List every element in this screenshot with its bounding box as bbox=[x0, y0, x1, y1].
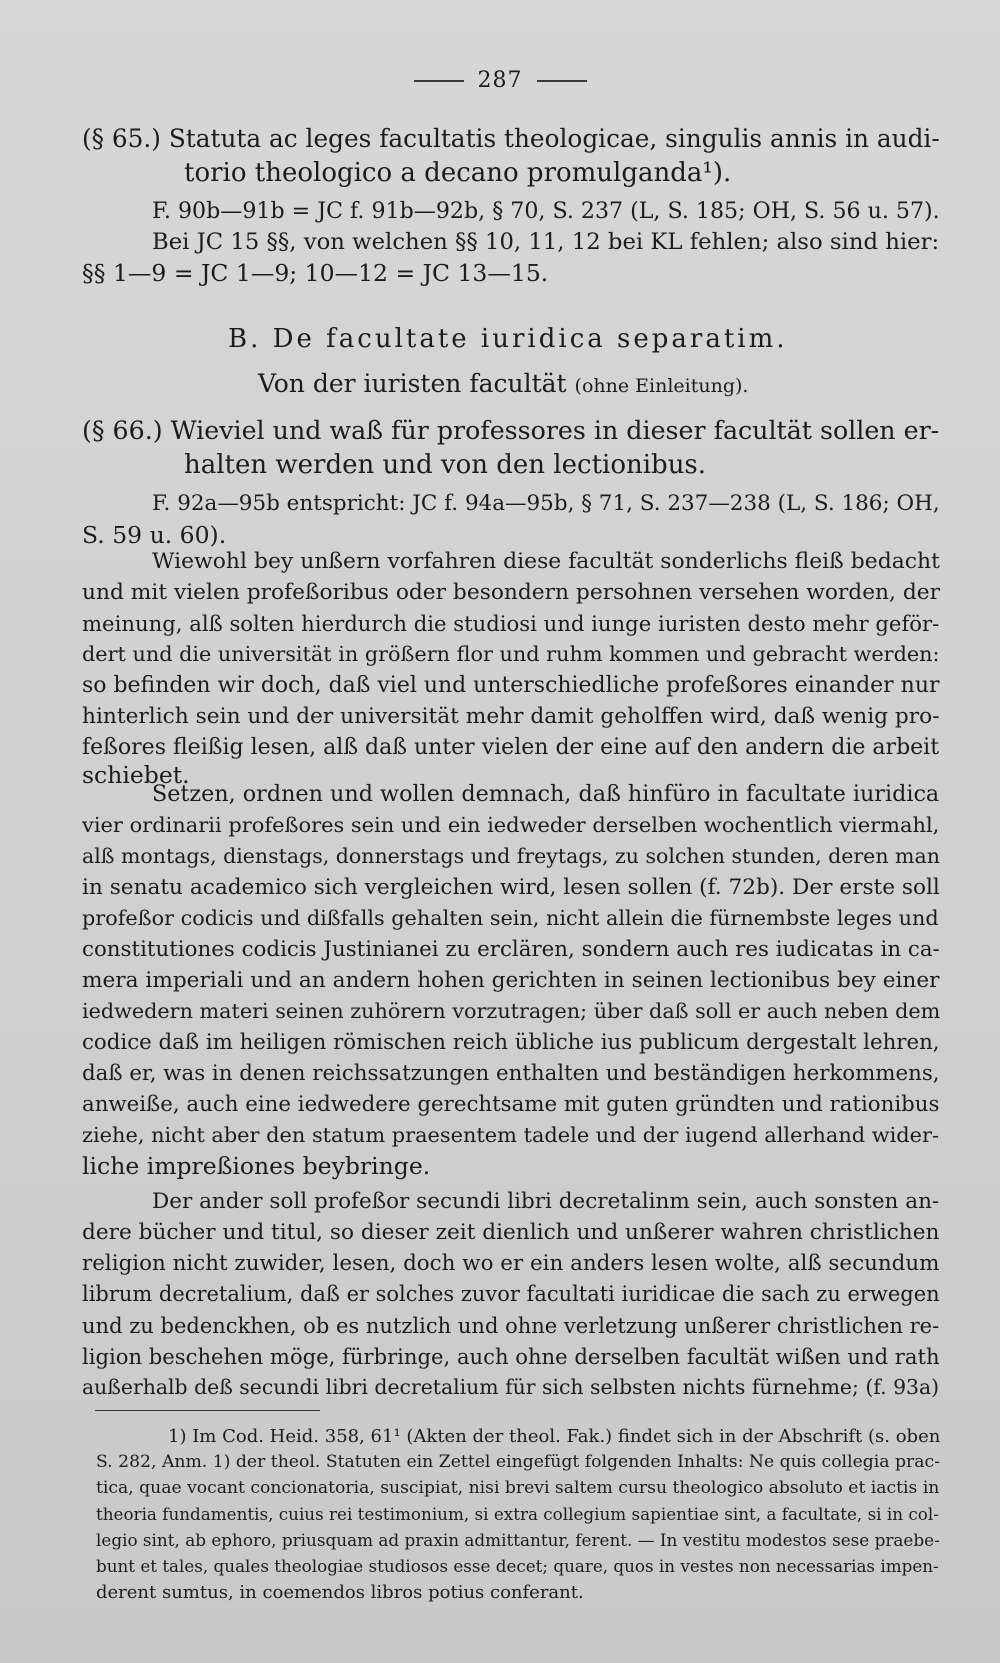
para1-line1: Wiewohl bey unßern vorfahren diese facultät sonderlichs fleiß bedacht bbox=[152, 549, 940, 574]
para3-line3: religion nicht zuwider, lesen, doch wo er ein anders lesen wolte, alß secundum bbox=[82, 1251, 940, 1276]
para2-line8: iedwedern materi seinen zuhörern vorzutragen; über daß soll er auch neben dem bbox=[82, 999, 941, 1023]
para2-line3: alß montags, dienstags, donnerstags und freytags, zu solchen stunden, deren man bbox=[82, 844, 940, 868]
footnote-rule bbox=[95, 1410, 320, 1411]
page-number-dash-right bbox=[537, 80, 587, 82]
footnote-line4: theoria fundamentis, cuius rei testimonium, si extra collegium sapientiae sint, a facultate, si in col- bbox=[96, 1504, 939, 1524]
para3-line4: librum decretalium, daß er solches zuvor facultati iuridicae die sach zu erwegen bbox=[82, 1282, 940, 1306]
para2-line1: Setzen, ordnen und wollen demnach, daß hinfüro in facultate iuridica bbox=[152, 781, 940, 807]
para2-line7: mera imperiali und an andern hohen gerichten in seinen lectionibus bey einer bbox=[82, 968, 940, 993]
heading-65-line2: torio theologico a decano promulganda¹). bbox=[184, 158, 732, 188]
ref-66-line2: S. 59 u. 60). bbox=[82, 521, 227, 549]
subtitle-note: (ohne Einleitung). bbox=[574, 375, 749, 397]
para2-line9: codice daß im heiligen römischen reich übliche ius publicum dergestalt lehren, bbox=[82, 1030, 940, 1055]
para1-line4: dert und die universität in größern flor und ruhm kommen und gebracht werden: bbox=[82, 642, 940, 666]
para1-line6: hinterlich sein und der universität mehr damit geholffen wird, daß wenig pro- bbox=[82, 704, 940, 729]
footnote-line3: tica, quae vocant concionatoria, suscipiat, nisi brevi saltem cursu theologico absoluto et iactis in bbox=[96, 1478, 940, 1498]
page-number bbox=[0, 68, 1000, 93]
para3-line6: ligion beschehen möge, fürbringe, auch ohne derselben facultät wißen und rath bbox=[82, 1344, 940, 1369]
footnote-line7: derent sumtus, in coemendos libros potius conferant. bbox=[96, 1582, 584, 1603]
subtitle bbox=[258, 369, 748, 398]
ref-65-line2: Bei JC 15 §§, von welchen §§ 10, 11, 12 bei KL fehlen; also sind hier: bbox=[152, 229, 940, 255]
footnote-line5: legio sint, ab ephoro, priusquam ad praxin admittantur, ferent. — In vestitu modestos sese praebe- bbox=[96, 1530, 940, 1550]
footnote-line6: bunt et tales, quales theologiae studiosos esse decet; quare, quos in vestes non necessarias impen- bbox=[96, 1556, 939, 1576]
para2-line4: in senatu academico sich vergleichen wird, lesen sollen (f. 72b). Der erste soll bbox=[82, 875, 940, 900]
heading-66-line1: (§ 66.) Wieviel und waß für professores in dieser facultät sollen er- bbox=[82, 416, 940, 445]
para2-line11: anweiße, auch eine iedwedere gerechtsame mit guten gründten und rationibus bbox=[82, 1092, 940, 1117]
para1-line2: und mit vielen profeßoribus oder besondern persohnen versehen worden, der bbox=[82, 580, 940, 605]
footnote-line2: S. 282, Anm. 1) der theol. Statuten ein Zettel eingefügt folgenden Inhalts: Ne quis collegia prac- bbox=[96, 1452, 941, 1472]
heading-66-line2: halten werden und von den lectionibus. bbox=[184, 450, 707, 480]
footnote-line1: 1) Im Cod. Heid. 358, 61¹ (Akten der theol. Fak.) findet sich in der Abschrift (s. oben bbox=[168, 1426, 941, 1447]
para2-line6: constitutiones codicis Justinianei zu erclären, sondern auch res iudicatas in ca- bbox=[82, 937, 940, 962]
heading-65-line1: (§ 65.) Statuta ac leges facultatis theologicae, singulis annis in audi- bbox=[82, 124, 940, 153]
para2-line10: daß er, was in denen reichssatzungen enthalten und beständigen herkommens, bbox=[82, 1061, 940, 1086]
para1-line3: meinung, alß solten hierdurch die studiosi und iunge iuristen desto mehr geför- bbox=[82, 611, 940, 636]
para3-line2: dere bücher und titul, so dieser zeit dienlich und unßerer wahren christlichen bbox=[82, 1220, 940, 1245]
ref-65-line3: §§ 1—9 = JC 1—9; 10—12 = JC 13—15. bbox=[82, 259, 549, 287]
para1-line7: feßores fleißig lesen, alß daß unter vielen der eine auf den andern die arbeit bbox=[82, 735, 940, 760]
para2-line12: ziehe, nicht aber den statum praesentem tadele und der iugend allerhand wider- bbox=[82, 1123, 940, 1147]
ref-65-line1: F. 90b—91b = JC f. 91b—92b, § 70, S. 237 (L, S. 185; OH, S. 56 u. 57). bbox=[152, 198, 940, 224]
para1-line8: schiebet. bbox=[82, 761, 190, 789]
section-b-title: B. De facultate iuridica separatim. bbox=[228, 324, 788, 354]
page-number-text: 287 bbox=[477, 68, 523, 93]
para2-line2: vier ordinarii profeßores sein und ein iedweder derselben wochentlich viermahl, bbox=[82, 813, 940, 837]
ref-66-line1: F. 92a—95b entspricht: JC f. 94a—95b, § 71, S. 237—238 (L, S. 186; OH, bbox=[152, 491, 940, 516]
para3-line7: außerhalb deß secundi libri decretalium für sich selbsten nichts fürnehme; (f. 93a) bbox=[82, 1375, 940, 1399]
para3-line1: Der ander soll profeßor secundi libri decretalinm sein, auch sonsten an- bbox=[152, 1189, 940, 1214]
para2-line13: liche impreßiones beybringe. bbox=[82, 1152, 431, 1180]
subtitle-main: Von der iuristen facultät bbox=[258, 369, 567, 398]
para3-line5: und zu bedenckhen, ob es nutzlich und ohne verletzung unßerer christlichen re- bbox=[82, 1313, 940, 1338]
para1-line5: so befinden wir doch, daß viel und unterschiedliche profeßores einander nur bbox=[82, 673, 940, 698]
para2-line5: profeßor codicis und dißfalls gehalten sein, nicht allein die fürnembste leges und bbox=[82, 906, 939, 930]
page-number-dash-left bbox=[414, 80, 464, 82]
